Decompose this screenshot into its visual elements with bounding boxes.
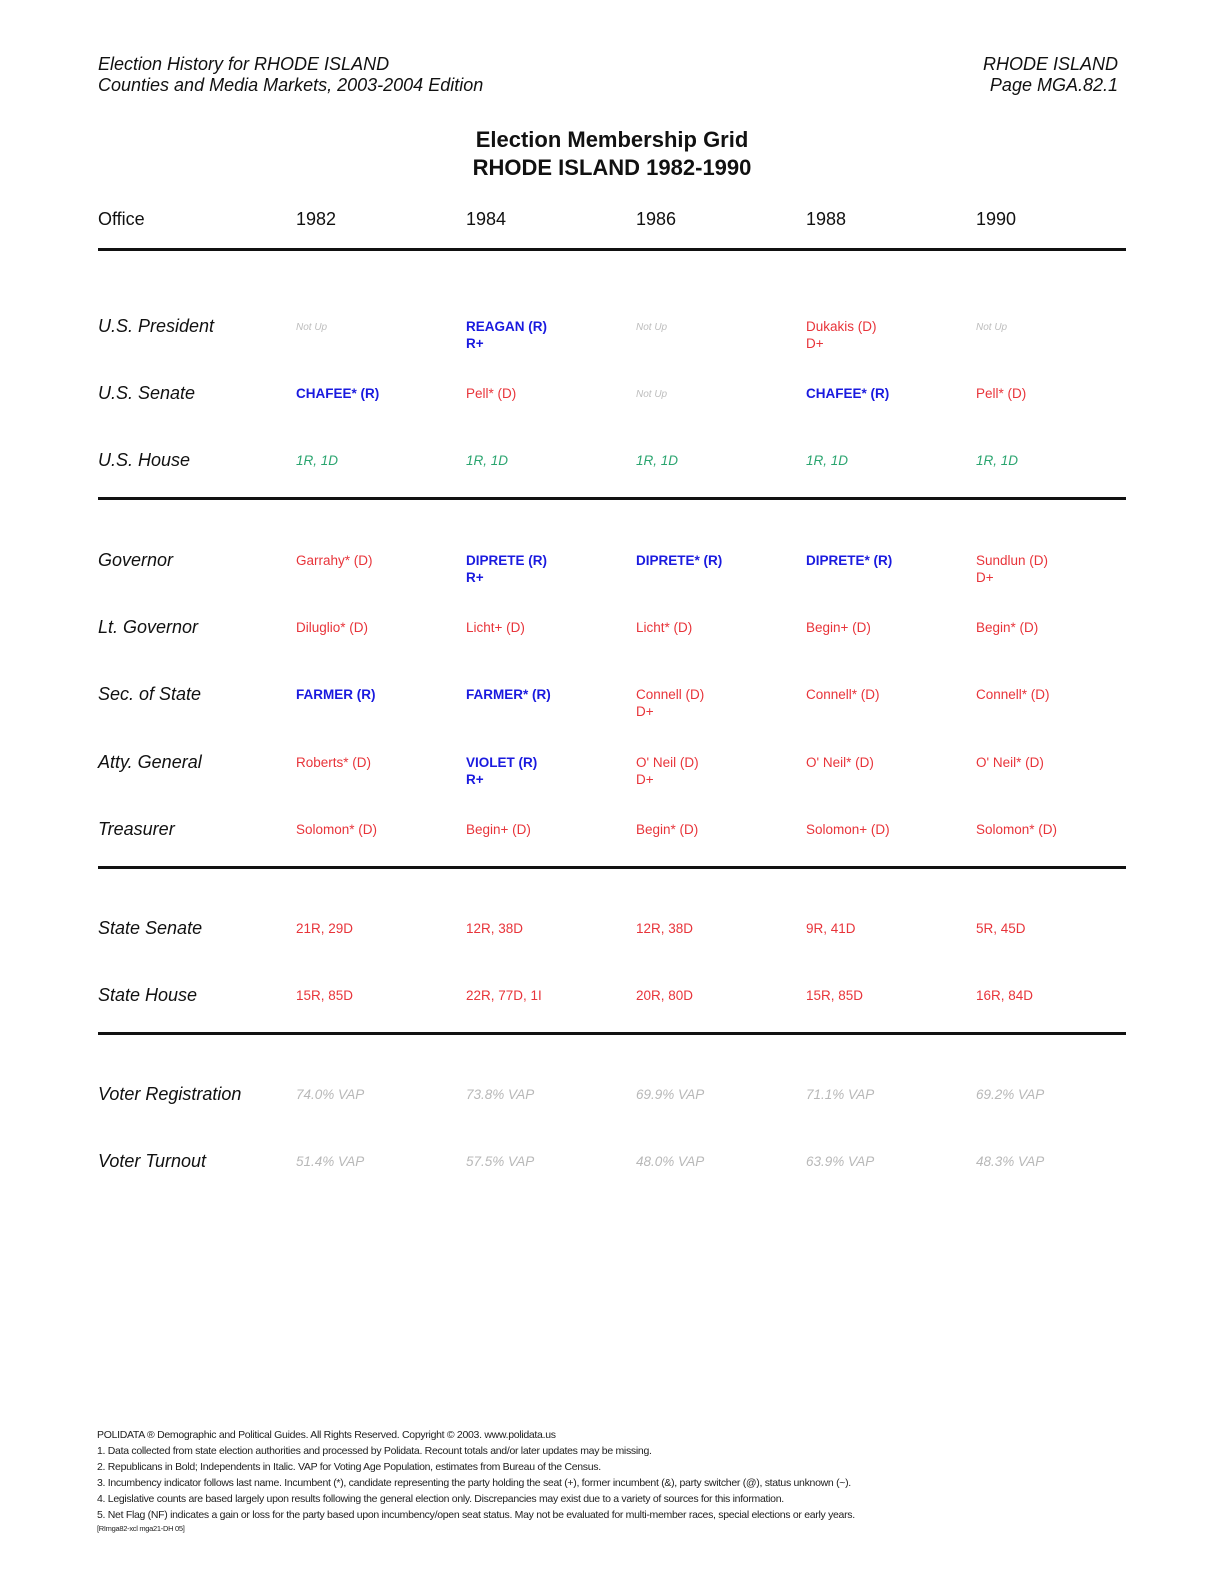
grid-cell [806,754,874,771]
grid-cell [296,1153,364,1170]
cell-line: 21R, 29D [296,921,354,936]
office-label: U.S. Senate [98,383,196,403]
grid-cell [806,821,890,838]
grid-cell [806,1086,874,1103]
cell-line: 22R, 77D, 1I [466,988,542,1003]
cell-line: Begin+ (D) [466,822,531,837]
cell-line: Begin+ (D) [806,620,871,635]
grid-cell [466,920,523,937]
cell-line: 73.8% VAP [466,1087,535,1102]
cell-line: FARMER (R) [296,687,376,702]
grid-cell [466,987,542,1004]
cell-line: D+ [636,772,654,787]
cell-line: REAGAN (R) [466,319,547,334]
section-divider [98,248,1126,251]
grid-cell [976,920,1026,937]
header-edition: Counties and Media Markets, 2003-2004 Edition [98,75,484,95]
cell-line: 51.4% VAP [296,1154,365,1169]
office-label: Treasurer [98,819,175,839]
cell-line: Not Up [636,389,668,400]
grid-cell [636,1086,704,1103]
grid-cell [466,821,531,838]
footer-note-4: 4. Legislative counts are based largely upon results following the general election only. Discrepancies may exist due to a variety of sources for this information. [97,1493,784,1505]
cell-line: Solomon* (D) [976,822,1058,837]
grid-cell [296,686,376,703]
cell-line: CHAFEE* (R) [296,386,380,401]
column-header-1988: 1988 [806,209,847,229]
cell-line: 12R, 38D [636,921,694,936]
cell-line: R+ [466,772,484,787]
grid-cell [296,1086,364,1103]
grid-cell [296,821,377,838]
grid-cell [976,821,1057,838]
cell-line: 16R, 84D [976,988,1034,1003]
cell-line: 1R, 1D [976,453,1019,468]
footer-note-3: 3. Incumbency indicator follows last name. Incumbent (*), candidate representing the party holding the seat (+), former incumbent (&), party switcher (@), status unknown (~). [97,1477,851,1489]
grid-cell [296,552,373,569]
grid-cell [466,686,551,703]
cell-line: Pell* (D) [466,386,517,401]
office-label: Sec. of State [98,684,202,704]
office-label: U.S. House [98,450,191,470]
cell-line: Pell* (D) [976,386,1027,401]
grid-cell [806,987,863,1004]
cell-line: Connell* (D) [976,687,1050,702]
grid-cell [466,1086,534,1103]
cell-line: Solomon* (D) [296,822,378,837]
cell-line: 12R, 38D [466,921,524,936]
grid-cell [976,319,1007,336]
grid-cell [806,619,871,636]
footer-note-2: 2. Republicans in Bold; Independents in Italic. VAP for Voting Age Population, estimates from Bureau of the Census. [97,1461,601,1473]
cell-line: 57.5% VAP [466,1154,535,1169]
cell-line: D+ [976,570,994,585]
grid-cell [806,385,889,402]
grid-cell [296,754,371,771]
cell-line: 63.9% VAP [806,1154,875,1169]
grid-cell [466,619,525,636]
grid-cell [806,452,848,469]
grid-cell [296,452,338,469]
cell-line: Begin* (D) [636,822,699,837]
cell-line: 69.9% VAP [636,1087,705,1102]
cell-line: O' Neil* (D) [976,755,1044,770]
grid-cell [466,318,547,352]
cell-line: VIOLET (R) [466,755,538,770]
grid-cell [296,619,368,636]
document-header-left [98,54,483,96]
grid-cell [976,1153,1044,1170]
cell-line: 9R, 41D [806,921,856,936]
cell-line: Not Up [976,322,1008,333]
cell-line: Connell* (D) [806,687,880,702]
section-divider [98,497,1126,500]
cell-line: 1R, 1D [636,453,679,468]
grid-cell [976,987,1033,1004]
header-state: RHODE ISLAND [982,54,1118,74]
grid-cell [636,1153,704,1170]
footer-file-code: [RImga82-xcl mga21-DH 05] [97,1524,185,1533]
page-title [0,126,1224,182]
office-label: Voter Turnout [98,1151,207,1171]
grid-cell [806,1153,874,1170]
footer-notes [97,1427,855,1535]
section-divider [98,866,1126,869]
grid-cell [806,920,856,937]
grid-cell [806,686,880,703]
column-header-1990: 1990 [976,209,1017,229]
cell-line: O' Neil (D) [636,755,699,770]
cell-line: O' Neil* (D) [806,755,874,770]
grid-cell [636,754,699,788]
grid-cell [636,452,678,469]
grid-cell [636,319,667,336]
cell-line: Not Up [636,322,668,333]
footer-note-5: 5. Net Flag (NF) indicates a gain or loss for the party based upon incumbency/open seat status. May not be evaluated for multi-member races, special elections or early years. [97,1509,855,1521]
grid-cell [296,920,353,937]
grid-cell [296,385,379,402]
grid-cell [466,552,547,586]
office-label: Voter Registration [98,1084,242,1104]
cell-line: 1R, 1D [296,453,339,468]
cell-line: Diluglio* (D) [296,620,369,635]
column-header-1986: 1986 [636,209,677,229]
cell-line: Begin* (D) [976,620,1039,635]
cell-line: 48.0% VAP [636,1154,705,1169]
grid-cell [636,920,693,937]
office-label: State Senate [98,918,203,938]
column-header-office: Office [98,209,145,229]
grid-cell [976,619,1038,636]
grid-cell [636,987,693,1004]
title-line-2: RHODE ISLAND 1982-1990 [472,155,752,180]
cell-line: 71.1% VAP [806,1087,875,1102]
cell-line: CHAFEE* (R) [806,386,890,401]
cell-line: 1R, 1D [806,453,849,468]
cell-line: 69.2% VAP [976,1087,1045,1102]
cell-line: Licht* (D) [636,620,693,635]
cell-line: Garrahy* (D) [296,553,373,568]
grid-cell [976,452,1018,469]
cell-line: 74.0% VAP [296,1087,365,1102]
cell-line: D+ [806,336,824,351]
title-line-1: Election Membership Grid [475,127,749,152]
grid-cell [976,754,1044,771]
cell-line: Licht+ (D) [466,620,525,635]
grid-cell [466,385,516,402]
cell-line: 1R, 1D [466,453,509,468]
office-label: U.S. President [98,316,215,336]
cell-line: Roberts* (D) [296,755,372,770]
grid-cell [806,318,877,352]
cell-line: R+ [466,336,484,351]
section-divider [98,1032,1126,1035]
grid-cell [636,552,722,569]
cell-line: DIPRETE* (R) [636,553,723,568]
cell-line: FARMER* (R) [466,687,551,702]
office-label: Lt. Governor [98,617,199,637]
grid-cell [466,754,537,788]
office-label: Atty. General [98,752,202,772]
grid-cell [976,552,1048,586]
cell-line: Dukakis (D) [806,319,877,334]
grid-cell [976,1086,1044,1103]
column-header-1984: 1984 [466,209,507,229]
cell-line: 48.3% VAP [976,1154,1045,1169]
grid-cell [296,319,327,336]
cell-line: 5R, 45D [976,921,1026,936]
office-label: Governor [98,550,174,570]
cell-line: 15R, 85D [806,988,864,1003]
document-header-right [983,54,1118,96]
cell-line: Connell (D) [636,687,705,702]
grid-cell [636,619,692,636]
footer-copyright: POLIDATA ® Demographic and Political Guides. All Rights Reserved. Copyright © 2003. www.polidata.us [97,1429,556,1441]
grid-cell [976,385,1026,402]
cell-line: Solomon+ (D) [806,822,890,837]
grid-cell [296,987,353,1004]
cell-line: DIPRETE* (R) [806,553,893,568]
grid-cell [466,1153,534,1170]
header-title: Election History for RHODE ISLAND [98,54,390,74]
cell-line: Sundlun (D) [976,553,1049,568]
footer-note-1: 1. Data collected from state election authorities and processed by Polidata. Recount totals and/or later updates may be missing. [97,1445,652,1457]
cell-line: 20R, 80D [636,988,694,1003]
header-page-number: Page MGA.82.1 [989,75,1118,95]
cell-line: D+ [636,704,654,719]
grid-cell [806,552,892,569]
grid-cell [636,386,667,403]
grid-cell [636,686,704,720]
grid-cell [636,821,698,838]
office-label: State House [98,985,198,1005]
grid-cell [466,452,508,469]
grid-cell [976,686,1050,703]
cell-line: 15R, 85D [296,988,354,1003]
cell-line: DIPRETE (R) [466,553,547,568]
cell-line: Not Up [296,322,328,333]
cell-line: R+ [466,570,484,585]
column-header-1982: 1982 [296,209,337,229]
